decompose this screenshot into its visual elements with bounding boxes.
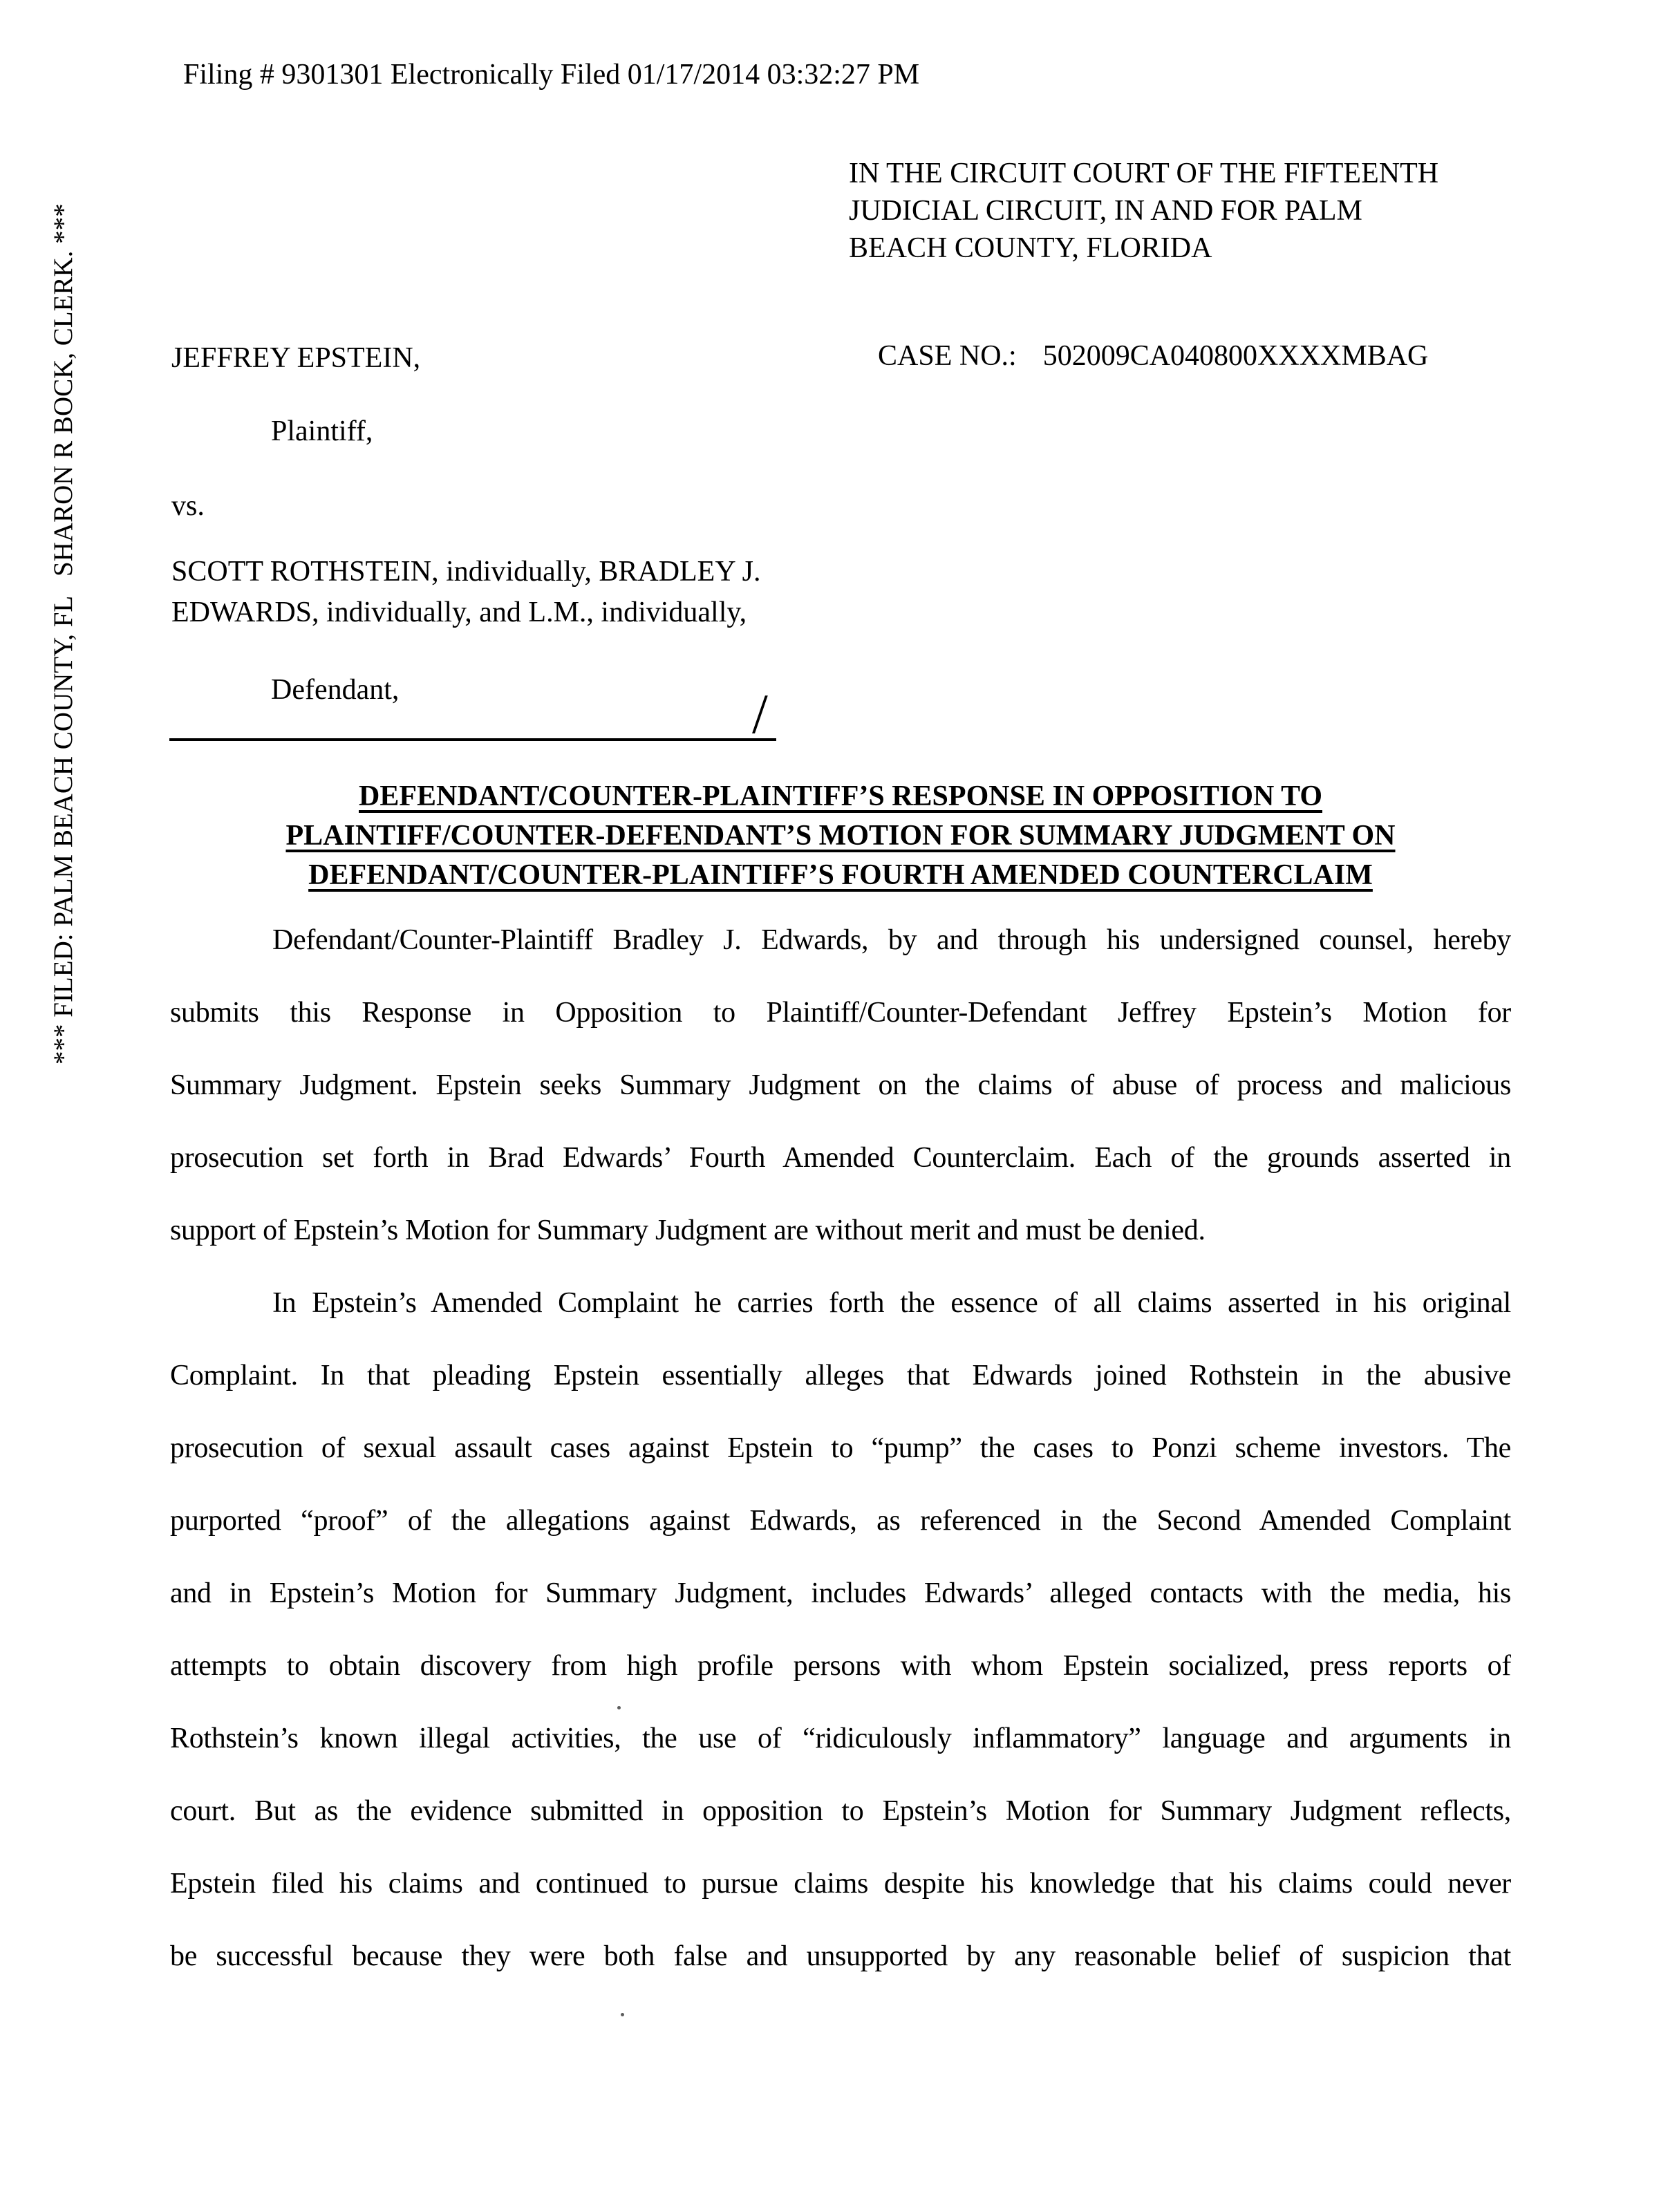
defendant-names-line: EDWARDS, individually, and L.M., individually,	[171, 597, 747, 628]
caption-rule-slash: /	[752, 682, 768, 745]
court-header	[849, 155, 1554, 267]
filing-header: Filing # 9301301 Electronically Filed 01/17/2014 03:32:27 PM	[183, 59, 920, 91]
body-line: be successful because they were both false and unsupported by any reasonable belief of suspicion that	[170, 1940, 1511, 1972]
body-line: prosecution of sexual assault cases against Epstein to “pump” the cases to Ponzi scheme investors. The	[170, 1432, 1511, 1464]
defendant-names-line: SCOTT ROTHSTEIN, individually, BRADLEY J.	[171, 556, 761, 588]
body-line: court. But as the evidence submitted in opposition to Epstein’s Motion for Summary Judgment reflects,	[170, 1795, 1511, 1827]
body-line: submits this Response in Opposition to Plaintiff/Counter-Defendant Jeffrey Epstein’s Motion for	[170, 997, 1511, 1029]
body-line: Complaint. In that pleading Epstein essentially alleges that Edwards joined Rothstein in the abusive	[170, 1360, 1511, 1391]
body-line: and in Epstein’s Motion for Summary Judgment, includes Edwards’ alleged contacts with the media, his	[170, 1577, 1511, 1609]
case-number-value: 502009CA040800XXXXMBAG	[1042, 339, 1429, 372]
body-line: Rothstein’s known illegal activities, the use of “ridiculously inflammatory” language and arguments in	[170, 1723, 1511, 1754]
court-header-line: IN THE CIRCUIT COURT OF THE FIFTEENTH	[849, 158, 1439, 189]
case-number-line	[849, 301, 1428, 411]
body-line: Summary Judgment. Epstein seeks Summary Judgment on the claims of abuse of process and malicious	[170, 1069, 1511, 1101]
document-title-line: DEFENDANT/COUNTER-PLAINTIFF’S FOURTH AMENDED COUNTERCLAIM	[308, 859, 1373, 891]
body-line: purported “proof” of the allegations against Edwards, as referenced in the Second Amended Complaint	[170, 1505, 1511, 1537]
document-title-line: PLAINTIFF/COUNTER-DEFENDANT’S MOTION FOR SUMMARY JUDGMENT ON	[285, 820, 1396, 852]
court-header-line: JUDICIAL CIRCUIT, IN AND FOR PALM	[849, 195, 1362, 227]
document-title-line: DEFENDANT/COUNTER-PLAINTIFF’S RESPONSE IN OPPOSITION TO	[359, 780, 1322, 812]
scan-speck	[621, 2013, 624, 2016]
body-line: prosecution set forth in Brad Edwards’ Fourth Amended Counterclaim. Each of the grounds asserted in	[170, 1142, 1511, 1174]
body-line: Defendant/Counter-Plaintiff Bradley J. Edwards, by and through his undersigned counsel, hereby	[272, 924, 1511, 956]
body-line: In Epstein’s Amended Complaint he carries forth the essence of all claims asserted in his original	[272, 1287, 1511, 1319]
case-number-label: CASE NO.:	[878, 339, 1017, 372]
body-text	[170, 923, 1511, 2012]
body-line: attempts to obtain discovery from high profile persons with whom Epstein socialized, press reports of	[170, 1650, 1511, 1682]
court-header-line: BEACH COUNTY, FLORIDA	[849, 232, 1212, 264]
efiling-left-stamp: *** FILED: PALM BEACH COUNTY, FL SHARON R BOCK, CLERK. ***	[48, 203, 78, 1065]
body-line: support of Epstein’s Motion for Summary Judgment are without merit and must be denied.	[170, 1215, 1206, 1246]
plaintiff-name: JEFFREY EPSTEIN,	[171, 342, 421, 374]
versus-label: vs.	[171, 490, 205, 522]
plaintiff-role: Plaintiff,	[271, 415, 373, 447]
defendant-role: Defendant,	[271, 674, 400, 706]
caption-rule-line	[169, 702, 776, 741]
body-line: Epstein filed his claims and continued to pursue claims despite his knowledge that his claims could never	[170, 1868, 1511, 1900]
scan-speck	[617, 1706, 621, 1709]
defendant-names	[171, 552, 966, 633]
document-title	[170, 778, 1511, 897]
